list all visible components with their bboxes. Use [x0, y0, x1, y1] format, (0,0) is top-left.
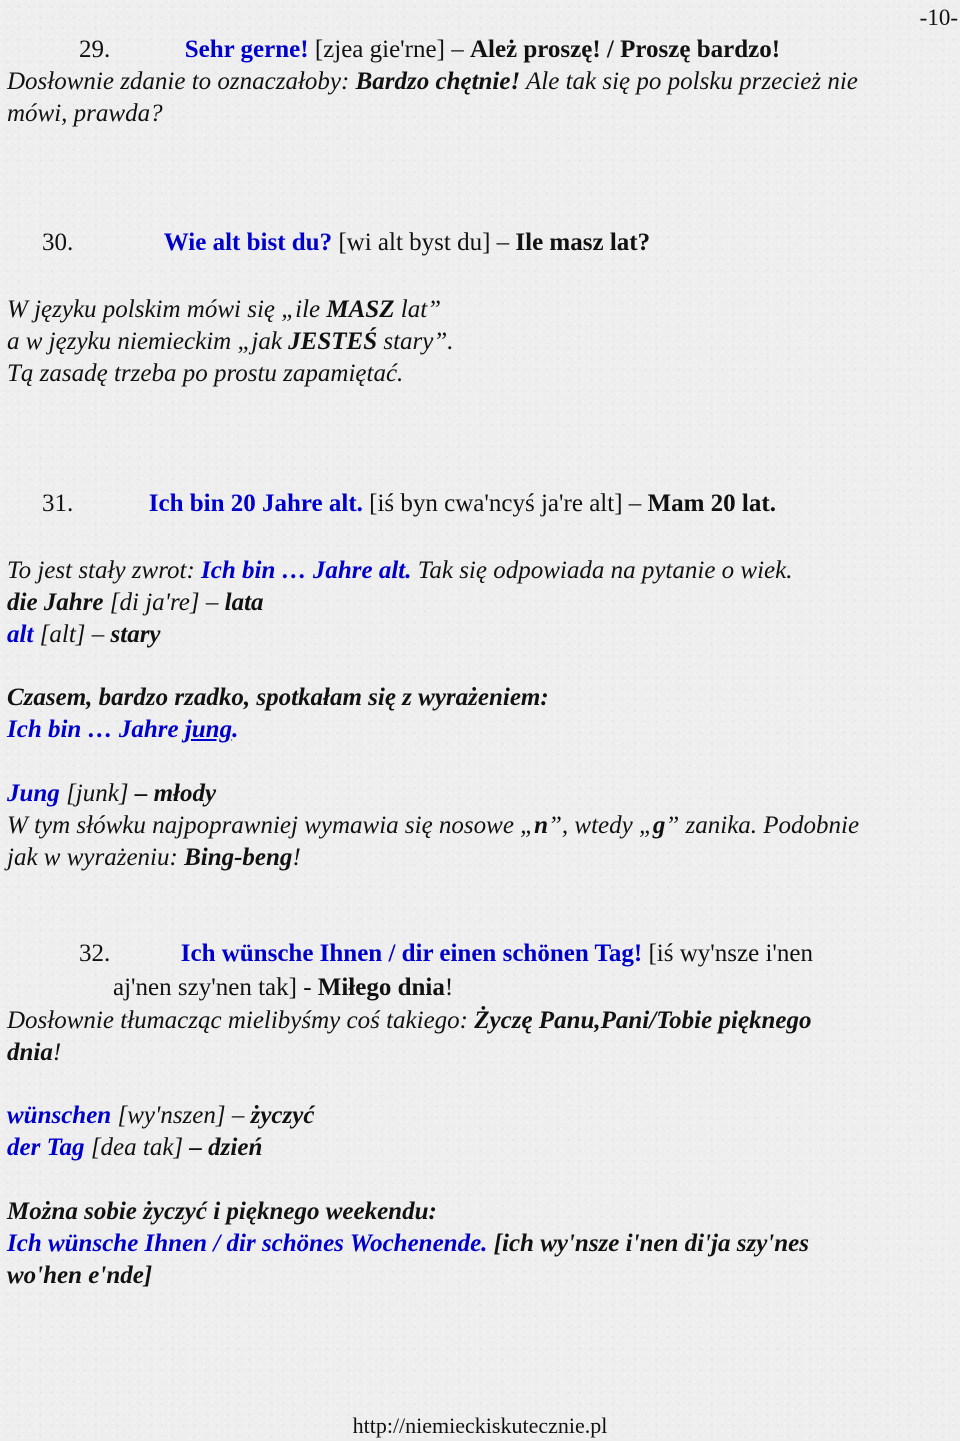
- phrase-phonetic: [iś byn cwa'ncyś ja're alt]: [369, 490, 623, 517]
- phrase-polish: Miłego dnia: [317, 974, 445, 1001]
- phrase-number: 29.: [79, 36, 111, 63]
- phrase-32-heading-cont: aj'nen szy'nen tak] - Miłego dnia!: [113, 974, 454, 1001]
- phrase-german: Ich wünsche Ihnen / dir einen schönen Tag!: [180, 940, 643, 967]
- vocab-wuenschen: wünschen [wy'nszen] – życzyć: [7, 1102, 315, 1129]
- vocab-jahre: die Jahre [di ja're] – lata: [7, 589, 264, 616]
- phrase-german: Wie alt bist du?: [163, 229, 333, 256]
- phrase-31-note-line-4: Czasem, bardzo rzadko, spotkałam się z wyrażeniem:: [7, 684, 549, 711]
- page-number: -10-: [919, 5, 958, 30]
- footer-url: http://niemieckiskutecznie.pl: [352, 1413, 608, 1438]
- phrase-number: 31.: [42, 490, 74, 517]
- phrase-32-note-line-5: Można sobie życzyć i pięknego weekendu:: [7, 1198, 437, 1225]
- phrase-31-note-line-1: To jest stały zwrot: Ich bin … Jahre alt. Tak się odpowiada na pytanie o wiek.: [7, 557, 793, 584]
- phrase-30-note-line-3: Tą zasadę trzeba po prostu zapamiętać.: [7, 360, 404, 387]
- phrase-dash: –: [451, 36, 464, 63]
- phrase-32-note-line-6: Ich wünsche Ihnen / dir schönes Wochenende. [ich wy'nsze i'nen di'ja szy'nes: [7, 1230, 809, 1257]
- phrase-31-heading: [42, 488, 776, 520]
- phrase-30-note-line-1: W języku polskim mówi się „ile MASZ lat”: [7, 296, 442, 323]
- phrase-32-heading: [79, 938, 813, 970]
- phrase-32-note-line-7: wo'hen e'nde]: [7, 1262, 153, 1289]
- phrase-29-note-line-2: mówi, prawda?: [7, 100, 163, 127]
- phrase-dash: -: [296, 974, 318, 1001]
- vocab-alt: alt [alt] – stary: [7, 621, 161, 648]
- vocab-jung: Jung [junk] – młody: [7, 780, 217, 807]
- phrase-phonetic: [zjea gie'rne]: [314, 36, 445, 63]
- phrase-29-note-line-1: Dosłownie zdanie to oznaczałoby: Bardzo chętnie! Ale tak się po polsku przecież nie: [7, 68, 858, 95]
- phrase-phonetic: [wi alt byst du]: [338, 229, 491, 256]
- phrase-phonetic: aj'nen szy'nen tak]: [113, 974, 297, 1001]
- phrase-dash: –: [628, 490, 642, 517]
- phrase-31-note-line-5: Ich bin … Jahre jung.: [7, 716, 239, 743]
- phrase-29-heading: [79, 34, 780, 66]
- phrase-31-note-line-7: W tym słówku najpoprawniej wymawia się nosowe „n”, wtedy „g” zanika. Podobnie: [7, 812, 860, 839]
- phrase-32-note-line-2: dnia!: [7, 1039, 62, 1066]
- phrase-30-heading: [42, 227, 650, 259]
- phrase-polish: Mam 20 lat.: [647, 490, 776, 517]
- phrase-dash: –: [496, 229, 510, 256]
- phrase-phonetic: [iś wy'nsze i'nen: [642, 940, 814, 967]
- phrase-polish: Ile masz lat?: [515, 229, 651, 256]
- phrase-german: Sehr gerne!: [184, 36, 309, 63]
- phrase-30-note-line-2: a w języku niemieckim „jak JESTEŚ stary”.: [7, 328, 454, 355]
- phrase-number: 30.: [42, 229, 74, 256]
- phrase-german: Ich bin 20 Jahre alt.: [148, 490, 363, 517]
- phrase-32-note-line-1: Dosłownie tłumacząc mielibyśmy coś takiego: Życzę Panu,Pani/Tobie pięknego: [7, 1007, 812, 1034]
- phrase-polish: Ależ proszę! / Proszę bardzo!: [469, 36, 781, 63]
- phrase-31-note-line-8: jak w wyrażeniu: Bing-beng!: [7, 844, 301, 871]
- vocab-tag: der Tag [dea tak] – dzień: [7, 1134, 263, 1161]
- phrase-number: 32.: [79, 940, 111, 967]
